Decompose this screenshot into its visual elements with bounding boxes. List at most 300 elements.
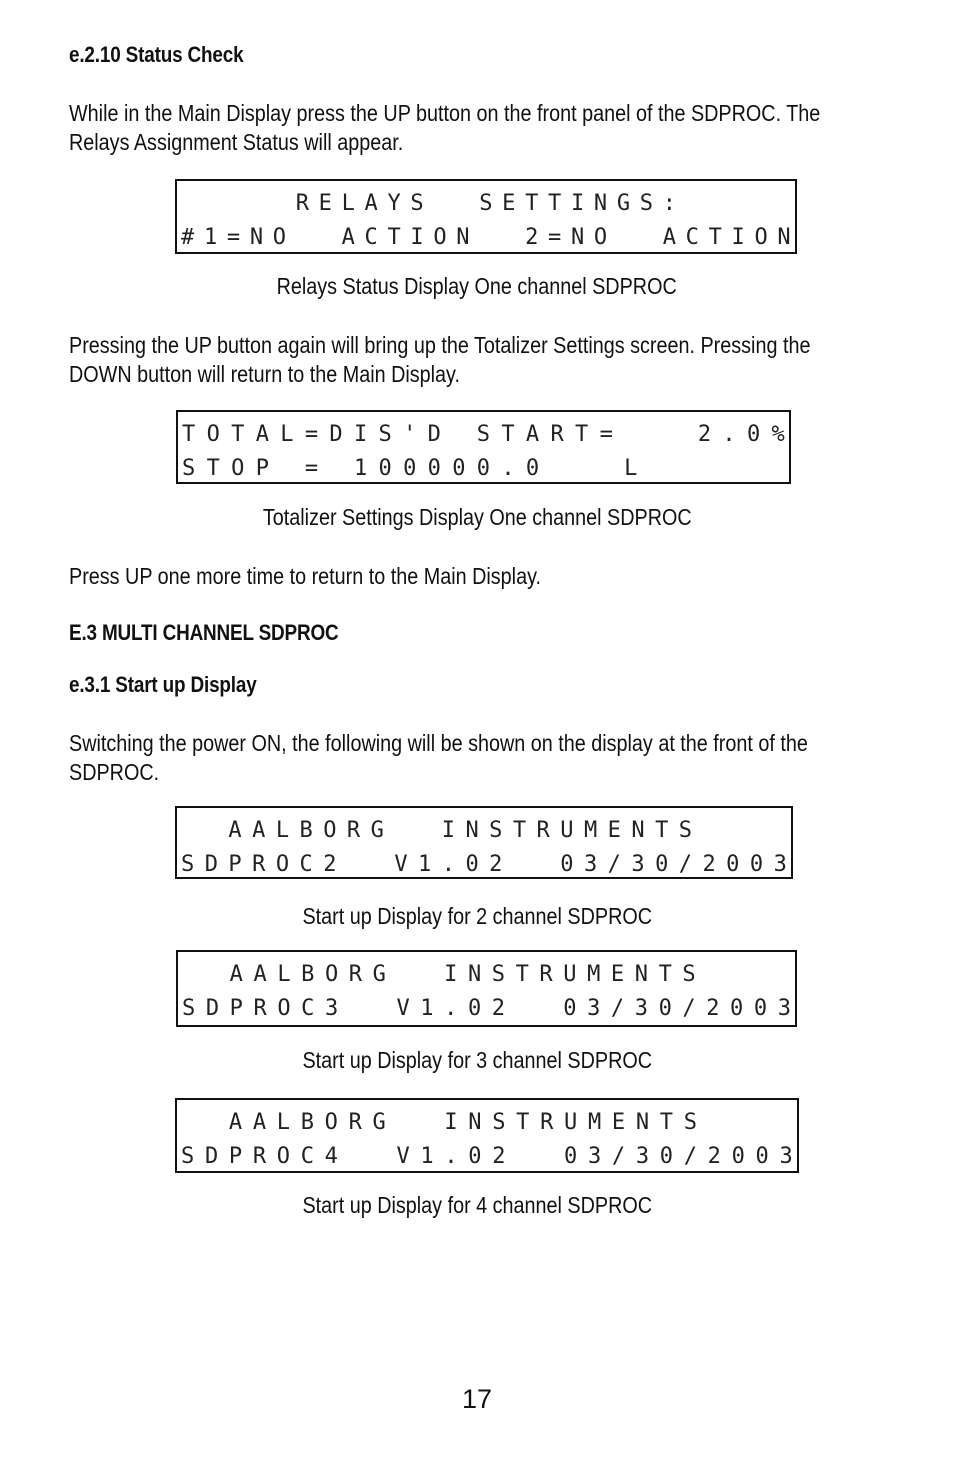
startup-para-line-1: Switching the power ON, the following will be shown on the display at the front of the (69, 730, 808, 756)
lcd-char (539, 996, 552, 1021)
startup-display-4-channel (175, 1098, 799, 1173)
lcd-char: S (639, 191, 653, 216)
totalizer-para-line-2: DOWN button will return to the Main Display. (69, 361, 460, 387)
lcd-char: I (441, 818, 455, 843)
lcd-char: Y (387, 191, 401, 216)
lcd-char: = (548, 225, 562, 250)
lcd-char: 3 (324, 996, 339, 1021)
lcd-char: 0 (427, 456, 441, 481)
lcd-char: B (300, 1110, 314, 1135)
lcd-char: E (610, 962, 625, 987)
lcd-char (722, 456, 735, 481)
lcd-char: I (570, 191, 585, 216)
lcd-char: 3 (583, 852, 598, 877)
totalizer-caption-text: Totalizer Settings Display One channel SDPROC (262, 504, 692, 530)
multi-channel-heading: E.3 MULTI CHANNEL SDPROC (69, 620, 339, 645)
lcd-char (617, 225, 630, 250)
startup4-display-line-2 (181, 1144, 793, 1169)
lcd-char: R (253, 996, 267, 1021)
lcd-char: B (299, 818, 313, 843)
lcd-char: 2 (525, 225, 539, 250)
lcd-char: / (610, 996, 625, 1021)
lcd-char (754, 191, 767, 216)
lcd-char (730, 962, 743, 987)
lcd-char: T (548, 191, 562, 216)
lcd-char: E (611, 1110, 626, 1135)
lcd-char (772, 456, 785, 481)
lcd-char: / (607, 852, 621, 877)
lcd-char (181, 818, 194, 843)
lcd-char: 0 (731, 1144, 745, 1169)
lcd-char: L (275, 818, 290, 843)
lcd-char: O (433, 225, 447, 250)
lcd-char: A (364, 191, 378, 216)
lcd-char: P (255, 456, 269, 481)
lcd-char: / (683, 1144, 697, 1169)
lcd-char (624, 422, 637, 447)
lcd-char: 0 (746, 422, 761, 447)
lcd-char: 2 (702, 852, 716, 877)
lcd-char (516, 996, 529, 1021)
lcd-char: L (280, 422, 294, 447)
lcd-char (516, 1144, 529, 1169)
lcd-char: V (396, 996, 410, 1021)
lcd-char: D (427, 422, 441, 447)
lcd-char: 0 (655, 852, 669, 877)
lcd-char: S (683, 1110, 697, 1135)
lcd-char: 0 (755, 1144, 769, 1169)
lcd-char: M (583, 818, 598, 843)
lcd-char: U (563, 962, 577, 987)
lcd-char: 0 (403, 456, 417, 481)
lcd-char: N (635, 1110, 650, 1135)
lcd-char: 3 (773, 852, 787, 877)
lcd-char: % (771, 422, 785, 447)
startup3-display-line-2 (182, 996, 791, 1021)
lcd-char: N (467, 962, 482, 987)
lcd-char: / (682, 996, 696, 1021)
lcd-char: T (512, 818, 527, 843)
lcd-char (756, 1110, 769, 1135)
totalizer-settings-display (176, 410, 791, 484)
lcd-char: R (348, 1110, 362, 1135)
lcd-char: V (394, 852, 408, 877)
lcd-char: A (228, 1110, 243, 1135)
lcd-char: 1 (418, 852, 432, 877)
lcd-char: I (353, 422, 368, 447)
lcd-char (205, 818, 218, 843)
lcd-char: S (491, 962, 506, 987)
lcd-char: D (329, 422, 343, 447)
totalizer-para-line-1: Pressing the UP button again will bring up the Totalizer Settings screen. Pressing the (69, 332, 811, 358)
lcd-char (280, 456, 293, 481)
lcd-char: S (181, 1144, 195, 1169)
lcd-char (708, 1110, 721, 1135)
startup-paragraph (69, 729, 895, 787)
lcd-char: S (182, 456, 196, 481)
lcd-char (452, 422, 465, 447)
lcd-char: A (229, 962, 243, 987)
lcd-char (550, 456, 563, 481)
lcd-char: 1 (203, 225, 218, 250)
lcd-char: G (372, 1110, 386, 1135)
lcd-char: # (181, 225, 195, 250)
lcd-char: . (444, 996, 458, 1021)
lcd-char (394, 818, 407, 843)
startup4-caption (0, 1192, 954, 1219)
lcd-char: 2 (706, 996, 720, 1021)
lcd-char (319, 225, 332, 250)
lcd-char: O (323, 818, 337, 843)
lcd-char: . (444, 1144, 458, 1169)
lcd-char: U (564, 1110, 578, 1135)
lcd-char: R (252, 852, 266, 877)
lcd-char: / (678, 852, 693, 877)
lcd-char: T (525, 191, 539, 216)
lcd-char: 0 (749, 852, 764, 877)
lcd-char: 3 (777, 996, 791, 1021)
lcd-char: 3 (634, 996, 648, 1021)
lcd-char: C (364, 225, 378, 250)
lcd-char (540, 1144, 553, 1169)
lcd-char: S (678, 818, 693, 843)
lcd-char (396, 962, 409, 987)
lcd-char: E (607, 818, 621, 843)
lcd-char: O (593, 225, 608, 250)
lcd-char: 0 (467, 996, 482, 1021)
lcd-char: 3 (635, 1144, 650, 1169)
lcd-char (347, 852, 360, 877)
lcd-char: 3 (631, 852, 645, 877)
lcd-char (649, 456, 662, 481)
lcd-char: 2 (697, 422, 712, 447)
lcd-char (349, 1144, 362, 1169)
lcd-char (649, 422, 662, 447)
startup3-display-line-1 (182, 962, 791, 987)
lcd-char: B (301, 962, 315, 987)
lcd-char: V (396, 1144, 410, 1169)
lcd-char (706, 962, 719, 987)
lcd-char: N (631, 818, 645, 843)
lcd-char: D (204, 1144, 219, 1169)
lcd-char: O (277, 996, 291, 1021)
lcd-char: T (708, 225, 722, 250)
lcd-char: O (754, 225, 768, 250)
relays-caption (0, 273, 954, 300)
lcd-char: S (410, 191, 424, 216)
lcd-char: T (515, 962, 529, 987)
lcd-char: C (301, 996, 315, 1021)
lcd-char (371, 852, 384, 877)
lcd-char: O (272, 225, 286, 250)
lcd-char: O (324, 962, 339, 987)
lcd-char: N (456, 225, 470, 250)
startup-display-heading: e.3.1 Start up Display (69, 672, 257, 697)
lcd-char (329, 456, 342, 481)
lcd-char: 3 (587, 1144, 602, 1169)
lcd-char: S (476, 422, 490, 447)
lcd-char: = (599, 422, 613, 447)
lcd-char (732, 1110, 745, 1135)
totalizer-display-line-1 (182, 422, 785, 447)
lcd-char (779, 1110, 792, 1135)
lcd-char: R (348, 962, 363, 987)
lcd-char: M (587, 962, 601, 987)
lcd-char (456, 191, 469, 216)
lcd-char (181, 1110, 194, 1135)
lcd-char (349, 996, 362, 1021)
lcd-char (537, 852, 550, 877)
lcd-char: N (570, 225, 585, 250)
lcd-char (709, 191, 722, 216)
lcd-char: . (441, 852, 455, 877)
lcd-char: 0 (468, 1144, 482, 1169)
startup2-display-line-2 (181, 852, 787, 877)
lcd-char: 3 (779, 1144, 793, 1169)
relays-caption-text: Relays Status Display One channel SDPROC (276, 273, 678, 299)
lcd-char (732, 191, 745, 216)
lcd-char: 2 (707, 1144, 721, 1169)
lcd-char (479, 225, 492, 250)
lcd-char (673, 456, 686, 481)
lcd-char (600, 456, 613, 481)
lcd-char: S (492, 1110, 506, 1135)
totalizer-display-line-2 (182, 456, 785, 481)
lcd-char (250, 191, 263, 216)
lcd-char: P (229, 996, 243, 1021)
lcd-char (747, 456, 760, 481)
lcd-char: L (277, 962, 291, 987)
lcd-char: R (539, 962, 553, 987)
lcd-char: I (444, 962, 458, 987)
lcd-char: . (722, 422, 736, 447)
lcd-char: 1 (353, 456, 368, 481)
lcd-char: T (655, 818, 669, 843)
lcd-char: 0 (378, 456, 392, 481)
lcd-char: T (206, 456, 220, 481)
lcd-char: 0 (525, 456, 540, 481)
relays-display-line-1 (181, 191, 791, 216)
lcd-char: 0 (658, 996, 672, 1021)
lcd-char: 1 (420, 1144, 434, 1169)
lcd-char: P (228, 852, 242, 877)
lcd-char (227, 191, 240, 216)
lcd-char: 2 (492, 1144, 506, 1169)
lcd-char (206, 962, 219, 987)
lcd-char: N (777, 225, 791, 250)
lcd-char: A (253, 962, 267, 987)
lcd-char (396, 1110, 409, 1135)
lcd-char: O (324, 1110, 338, 1135)
lcd-char: N (465, 818, 479, 843)
lcd-char: 0 (563, 996, 577, 1021)
lcd-char: L (276, 1110, 290, 1135)
lcd-char: O (231, 456, 245, 481)
lcd-char: O (206, 422, 220, 447)
lcd-char: G (370, 818, 384, 843)
lcd-char: I (731, 225, 745, 250)
lcd-char (502, 225, 515, 250)
lcd-char (420, 1110, 433, 1135)
lcd-char: S (378, 422, 392, 447)
lcd-char: T (516, 1110, 530, 1135)
lcd-char: R (252, 1144, 267, 1169)
startup3-caption (0, 1047, 954, 1074)
page-number: 17 (461, 1384, 493, 1414)
lcd-char (673, 422, 686, 447)
lcd-char: S (182, 996, 196, 1021)
startup4-caption-text: Start up Display for 4 channel SDPROC (302, 1192, 652, 1218)
lcd-char (698, 456, 711, 481)
startup2-caption-text: Start up Display for 2 channel SDPROC (302, 903, 652, 929)
lcd-char: O (276, 1144, 290, 1169)
lcd-char: N (468, 1110, 482, 1135)
lcd-char: N (593, 191, 608, 216)
lcd-char: M (587, 1110, 602, 1135)
press-up-line: Press UP one more time to return to the Main Display. (69, 563, 541, 589)
lcd-char: R (346, 818, 361, 843)
lcd-char: = (304, 456, 319, 481)
lcd-char (373, 996, 386, 1021)
lcd-char (750, 818, 763, 843)
lcd-char (433, 191, 446, 216)
status-para-line-1: While in the Main Display press the UP button on the front panel of the SDPROC. The (69, 100, 821, 126)
lcd-char: L (624, 456, 638, 481)
startup2-caption (0, 903, 954, 930)
lcd-char: T (575, 422, 589, 447)
relays-display-line-2 (181, 225, 791, 250)
lcd-char (702, 818, 715, 843)
lcd-char (640, 225, 653, 250)
lcd-char: U (560, 818, 574, 843)
lcd-char: G (616, 191, 631, 216)
lcd-char: 0 (726, 852, 740, 877)
lcd-char: = (304, 422, 319, 447)
lcd-char (774, 818, 787, 843)
startup-display-3-channel (176, 950, 797, 1027)
lcd-char: N (249, 225, 264, 250)
startup-para-line-2: SDPROC. (69, 759, 160, 785)
lcd-char: R (536, 818, 550, 843)
lcd-char (373, 1144, 386, 1169)
lcd-char: 0 (560, 852, 574, 877)
lcd-char: C (299, 852, 313, 877)
lcd-char: A (252, 818, 266, 843)
lcd-char: A (662, 225, 676, 250)
lcd-char: I (444, 1110, 458, 1135)
lcd-char (420, 962, 433, 987)
lcd-char: 2 (491, 996, 506, 1021)
lcd-char: T (387, 225, 401, 250)
lcd-char: . (501, 456, 515, 481)
lcd-char: 0 (476, 456, 490, 481)
lcd-char: 0 (753, 996, 768, 1021)
lcd-char: S (479, 191, 493, 216)
lcd-char (182, 962, 195, 987)
lcd-char: A (255, 422, 269, 447)
lcd-char: C (685, 225, 699, 250)
lcd-char (273, 191, 286, 216)
lcd-char: R (550, 422, 564, 447)
lcd-char: E (502, 191, 516, 216)
lcd-char: T (182, 422, 196, 447)
totalizer-caption (0, 504, 954, 531)
lcd-char: A (341, 225, 355, 250)
lcd-char: G (372, 962, 386, 987)
lcd-char (575, 456, 588, 481)
lcd-char: 4 (324, 1144, 338, 1169)
lcd-char: ' (403, 422, 417, 447)
startup2-display-line-1 (181, 818, 787, 843)
lcd-char: R (295, 191, 309, 216)
lcd-char: S (489, 818, 503, 843)
lcd-char: T (501, 422, 515, 447)
lcd-char: 0 (465, 852, 479, 877)
lcd-char: P (228, 1144, 243, 1169)
relays-status-display (175, 179, 797, 254)
lcd-char: / (611, 1144, 626, 1169)
lcd-char: S (682, 962, 696, 987)
lcd-char: 3 (587, 996, 601, 1021)
lcd-char: S (181, 852, 195, 877)
lcd-char (726, 818, 739, 843)
lcd-char: 0 (659, 1144, 673, 1169)
lcd-char: A (252, 1110, 267, 1135)
lcd-char: L (341, 191, 355, 216)
lcd-char: D (204, 852, 218, 877)
lcd-char: A (228, 818, 242, 843)
totalizer-paragraph (69, 331, 895, 389)
lcd-char: : (662, 191, 676, 216)
lcd-char: T (658, 962, 672, 987)
startup-display-2-channel (175, 806, 793, 879)
lcd-char (754, 962, 767, 987)
press-up-paragraph (69, 562, 895, 591)
lcd-char (513, 852, 526, 877)
lcd-char (418, 818, 431, 843)
lcd-char (181, 191, 194, 216)
lcd-char (686, 191, 699, 216)
lcd-char (296, 225, 309, 250)
startup3-caption-text: Start up Display for 3 channel SDPROC (302, 1047, 652, 1073)
lcd-char: 2 (489, 852, 503, 877)
lcd-char: C (300, 1144, 314, 1169)
lcd-char: 0 (564, 1144, 578, 1169)
lcd-char (778, 962, 791, 987)
lcd-char: R (540, 1110, 554, 1135)
lcd-char: I (410, 225, 424, 250)
status-para-line-2: Relays Assignment Status will appear. (69, 129, 404, 155)
lcd-char (777, 191, 790, 216)
lcd-char: E (318, 191, 332, 216)
lcd-char: D (205, 996, 220, 1021)
lcd-char (205, 1110, 218, 1135)
lcd-char: 0 (730, 996, 744, 1021)
startup4-display-line-1 (181, 1110, 793, 1135)
lcd-char: T (231, 422, 245, 447)
status-check-paragraph (69, 99, 895, 157)
lcd-char: N (634, 962, 648, 987)
lcd-char: 1 (420, 996, 434, 1021)
lcd-char: T (659, 1110, 673, 1135)
lcd-char: 0 (452, 456, 466, 481)
lcd-char: O (275, 852, 290, 877)
status-check-heading: e.2.10 Status Check (69, 42, 244, 67)
lcd-char: 2 (323, 852, 337, 877)
lcd-char (204, 191, 217, 216)
lcd-char: = (226, 225, 241, 250)
lcd-char: A (525, 422, 540, 447)
